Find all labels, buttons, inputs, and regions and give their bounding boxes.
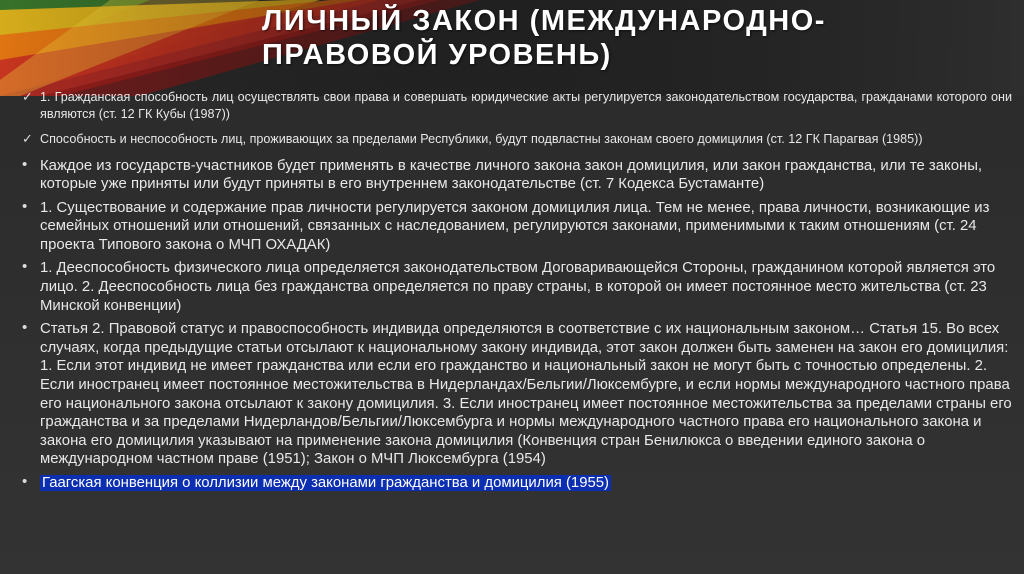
slide-title: ЛИЧНЫЙ ЗАКОН (МЕЖДУНАРОДНО-ПРАВОВОЙ УРОВЕНЬ) [262, 5, 826, 71]
item-text: Статья 2. Правовой статус и правоспособность индивида определяются в соответствие с их национальным законом… Статья 15. Во всех случаях, когда предыдущие статьи отсылают к национальному закону индивида, этот закон должен быть заменен на закон его домицилия: 1. Если этот индивид не имеет гражданства или если его гражданство и национальный закон не могут быть с точностью определены. 2. Если иностранец имеет постоянное местожительства в Нидерландах/Бельгии/Люксембурге, и если нормы международного частного права его национального закона отсылают к закону домицилия. 3. Если иностранец имеет постоянное местожительства за пределами страны его гражданства и за пределами Нидерландов/Бельгии/Люксембурга и нормы международного частного права его национального закона и закона его домицилия указывают на применение закона домицилия (Конвенция стран Бенилюкса о введении единого закона о международном частном праве (1951); Закон о МЧП Люксембурга (1954) [40, 321, 1012, 468]
bullet-item [22, 157, 1012, 194]
check-item [22, 89, 1012, 122]
slide-content [22, 89, 1012, 498]
check-item [22, 131, 1012, 148]
bullet-item-highlighted[interactable] [22, 474, 1012, 493]
checkmark-icon: ✓ [22, 131, 33, 146]
bullet-icon: • [22, 197, 28, 215]
bullet-item [22, 320, 1012, 469]
bullet-item [22, 199, 1012, 255]
bullet-icon: • [22, 258, 28, 276]
item-text: 1. Гражданская способность лиц осуществлять свои права и совершать юридические акты регулируется законодательством государства, гражданами которого они являются (ст. 12 ГК Кубы (1987)) [40, 90, 1012, 121]
bullet-icon: • [22, 319, 28, 337]
item-text: Способность и неспособность лиц, проживающих за пределами Республики, будут подвластны законам своего домицилия (ст. 12 ГК Парагвая (1985)) [40, 132, 923, 146]
item-text: 1. Существование и содержание прав личности регулируется законом домицилия лица. Тем не менее, права личности, возникающие из семейных отношений или отношений, связанных с наследованием, регулируются законами, применимыми к таким отношениям (ст. 24 проекта Типового закона о МЧП ОХАДАК) [40, 199, 990, 253]
bullet-icon: • [22, 473, 28, 490]
item-text: 1. Дееспособность физического лица определяется законодательством Договаривающейся Стороны, гражданином которой является это лицо. 2. Дееспособность лица без гражданства определяется по праву страны, в которой он имеет постоянное место жительства (ст. 23 Минской конвенции) [40, 260, 996, 314]
bullet-item [22, 259, 1012, 315]
item-text: Каждое из государств-участников будет применять в качестве личного закона закон домицилия, или закон гражданства, или те законы, которые уже приняты или будут приняты в его внутреннем законодательстве (ст. 7 Кодекса Бустаманте) [40, 157, 983, 193]
checkmark-icon: ✓ [22, 89, 33, 104]
selected-text[interactable]: Гаагская конвенция о коллизии между законами гражданства и домицилия (1955) [42, 475, 609, 491]
bullet-icon: • [22, 155, 28, 173]
